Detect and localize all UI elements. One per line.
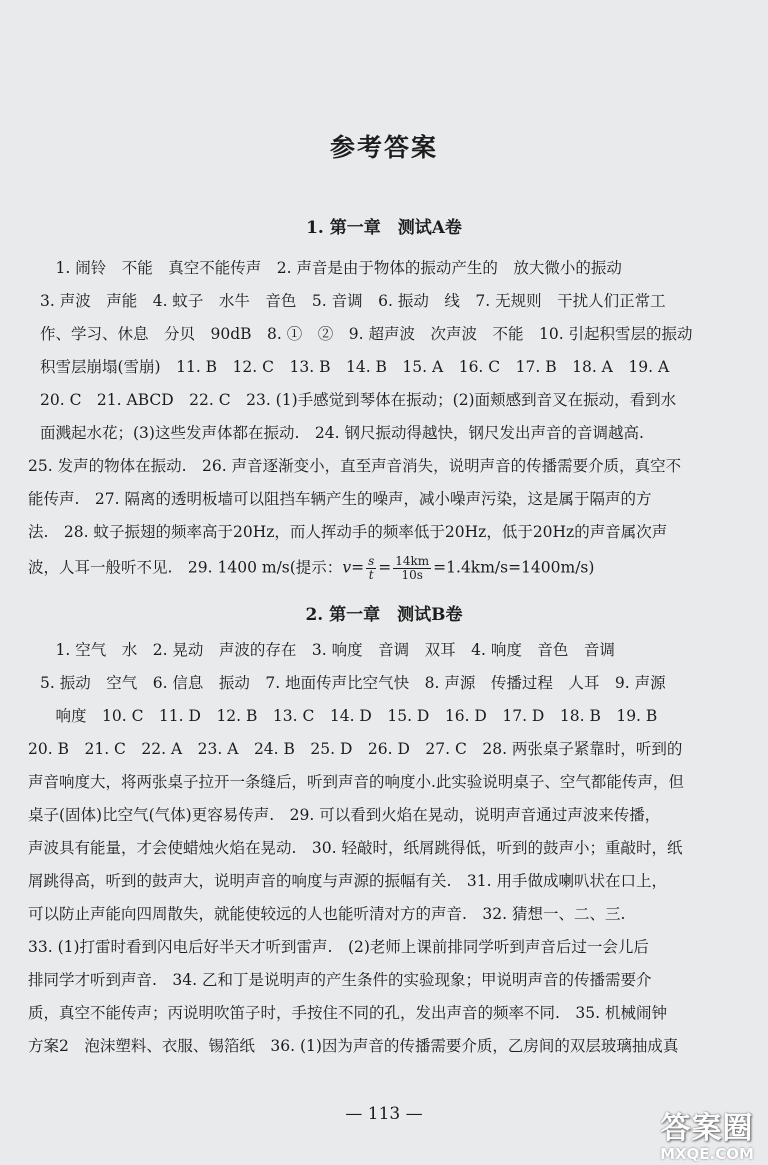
- text-line: 1. 空气 水 2. 晃动 声波的存在 3. 响度 音调 双耳 4. 响度 音色 音调: [40, 641, 615, 659]
- watermark-logo-text: 答案圈: [660, 1111, 754, 1146]
- denominator: t: [368, 568, 374, 582]
- denominator: 10s: [401, 568, 423, 582]
- fraction-s-over-t: [366, 555, 376, 582]
- equals-sign: =: [378, 558, 392, 577]
- text-line: 5. 振动 空气 6. 信息 振动 7. 地面传声比空气快 8. 声源 传播过程 人耳 9. 声源: [40, 674, 666, 692]
- formula-line: [28, 555, 594, 582]
- text-line: 声波具有能量，才会使蜡烛火焰在晃动. 30. 轻敲时，纸屑跳得低，听到的鼓声小；重敲时，纸: [28, 839, 683, 857]
- text-line: 可以防止声能向四周散失，就能使较远的人也能听清对方的声音. 32. 猜想一、二、三.: [28, 905, 626, 923]
- text-line: 作、学习、休息 分贝 90dB 8. ① ② 9. 超声波 次声波 不能 10. 引起积雪层的振动: [40, 325, 693, 343]
- text-line: 25. 发声的物体在振动. 26. 声音逐渐变小，直至声音消失，说明声音的传播需要介质，真空不: [28, 457, 682, 475]
- watermark-url: MXQE.COM: [660, 1145, 754, 1163]
- velocity-symbol: v: [342, 558, 352, 577]
- numerator: s: [368, 554, 375, 568]
- section-heading-2: 2. 第一章 测试B卷: [305, 605, 463, 625]
- text-line: 1. 闹铃 不能 真空不能传声 2. 声音是由于物体的振动产生的 放大微小的振动: [40, 259, 622, 277]
- equals-sign: =: [351, 558, 365, 577]
- text-line: 面溅起水花；(3)这些发声体都在振动. 24. 钢尺振动得越快，钢尺发出声音的音调越高.: [40, 424, 644, 442]
- text-line: 积雪层崩塌(雪崩) 11. B 12. C 13. B 14. B 15. A 16. C 17. B 18. A 19. A: [40, 358, 670, 376]
- text-line: 方案2 泡沫塑料、衣服、锡箔纸 36. (1)因为声音的传播需要介质，乙房间的双层玻璃抽成真: [28, 1037, 679, 1055]
- text-line: 20. B 21. C 22. A 23. A 24. B 25. D 26. D 27. C 28. 两张桌子紧靠时，听到的: [28, 740, 683, 758]
- formula-suffix: =1.4km/s=1400m/s): [433, 558, 595, 577]
- section-heading-1: 1. 第一章 测试A卷: [306, 218, 462, 238]
- numerator: 14km: [395, 554, 430, 568]
- text-line: 桌子(固体)比空气(气体)更容易传声. 29. 可以看到火焰在晃动，说明声音通过声波来传播，: [28, 806, 661, 824]
- formula-prefix: 波，人耳一般听不见. 29. 1400 m/s(提示：: [28, 558, 343, 577]
- page-number: — 113 —: [345, 1104, 423, 1124]
- text-line: 20. C 21. ABCD 22. C 23. (1)手感觉到琴体在振动；(2)面颊感到音叉在振动，看到水: [40, 391, 677, 409]
- text-line: 质，真空不能传声；丙说明吹笛子时，手按住不同的孔，发出声音的频率不同. 35. 机械闹钟: [28, 1004, 668, 1022]
- text-line: 法. 28. 蚊子振翅的频率高于20Hz，而人挥动手的频率低于20Hz，低于20Hz的声音属次声: [28, 523, 668, 541]
- text-line: 能传声. 27. 隔离的透明板墙可以阻挡车辆产生的噪声，减小噪声污染，这是属于隔声的方: [28, 490, 652, 508]
- text-line: 33. (1)打雷时看到闪电后好半天才听到雷声. (2)老师上课前排同学听到声音后过一会儿后: [28, 938, 649, 956]
- text-line: 响度 10. C 11. D 12. B 13. C 14. D 15. D 16. D 17. D 18. B 19. B: [40, 707, 658, 725]
- page-title: 参考答案: [329, 133, 438, 162]
- site-watermark: [648, 1112, 766, 1164]
- text-line: 屑跳得高，听到的鼓声大，说明声音的响度与声源的振幅有关. 31. 用手做成喇叭状在口上，: [28, 872, 668, 890]
- fraction-distance-over-time: [393, 555, 431, 582]
- text-line: 3. 声波 声能 4. 蚊子 水牛 音色 5. 音调 6. 振动 线 7. 无规则 干扰人们正常工: [40, 292, 666, 310]
- text-line: 声音响度大，将两张桌子拉开一条缝后，听到声音的响度小.此实验说明桌子、空气都能传声，但: [28, 773, 684, 791]
- text-line: 排同学才听到声音. 34. 乙和丁是说明声的产生条件的实验现象；甲说明声音的传播需要介: [28, 971, 652, 989]
